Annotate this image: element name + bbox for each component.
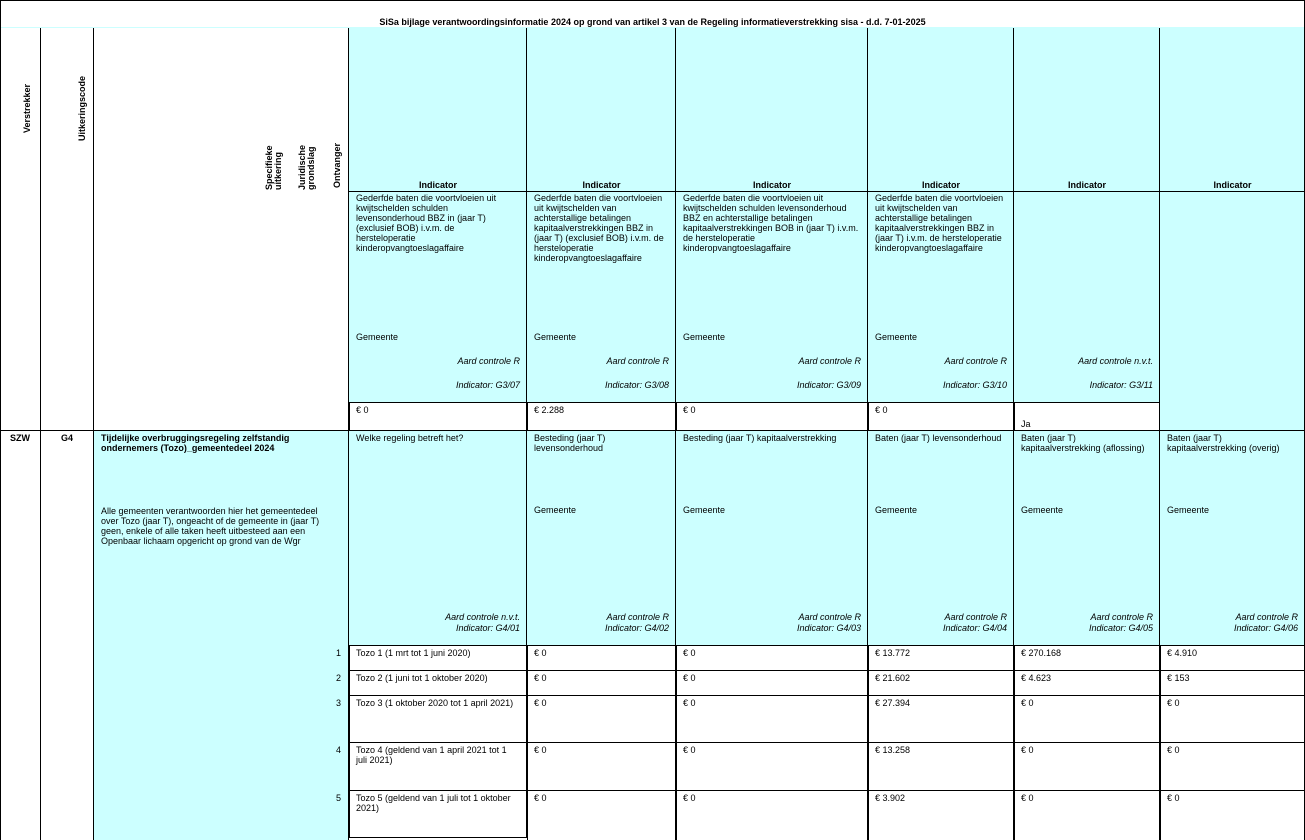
header-uitkeringscode: Uitkeringscode [77, 76, 87, 142]
g4-cell[interactable]: € 4.623 [1014, 670, 1160, 696]
g4-row-number: 3 [336, 698, 342, 708]
g4-cell[interactable]: € 0 [1160, 790, 1305, 840]
g4-row-number: 1 [336, 648, 342, 658]
header-indicator-6: Indicator [1213, 180, 1252, 190]
g4-cell[interactable]: € 27.394 [868, 695, 1014, 744]
g4-cell[interactable]: € 3.902 [868, 790, 1014, 840]
g4-indicator-g4-01: Welke regeling betreft het? Aard controle n.v.t. Indicator: G4/01 [349, 431, 527, 646]
header-indicator-1: Indicator [418, 180, 457, 190]
g3-indicator-g3-07: Gederfde baten die voortvloeien uit kwijtschelden schulden levensonderhoud BBZ in (jaar T) (exclusief BOB) i.v.m. de hersteloperatie kinderopvangtoeslagaffaire Gemeente Aard controle R Indicator: G3/07 [349, 192, 527, 403]
g4-cell[interactable]: € 0 [527, 645, 676, 671]
g4-row-regeling[interactable]: Tozo 3 (1 oktober 2020 tot 1 april 2021) [349, 695, 527, 744]
g4-cell[interactable]: € 270.168 [1014, 645, 1160, 671]
g4-indicator-g4-05: Baten (jaar T) kapitaalverstrekking (aflossing) Gemeente Aard controle R Indicator: G4/05 [1014, 431, 1160, 646]
header-verstrekker-col [0, 28, 41, 192]
header-indicator-2: Indicator [582, 180, 621, 190]
g4-row-number: 4 [336, 745, 342, 755]
g4-cell[interactable]: € 153 [1160, 670, 1305, 696]
header-indicator-3: Indicator [752, 180, 791, 190]
g3-indicator-g3-09: Gederfde baten die voortvloeien uit kwijtschelden schulden levensonderhoud BBZ en achterstallige betalingen kapitaalverstrekkingen BOB in (jaar T) i.v.m. de hersteloperatie kinderopvangtoeslagaffaire Gemeente Aard controle R Indicator: G3/09 [676, 192, 868, 403]
g4-indicator-g4-06: Baten (jaar T) kapitaalverstrekking (overig) Gemeente Aard controle R Indicator: G4/06 [1160, 431, 1305, 646]
g3-indicator-g3-08: Gederfde baten die voortvloeien uit kwijtschelden van achterstallige betalingen kapitaalverstrekkingen BBZ in (jaar T) (exclusief BOB) i.v.m. de hersteloperatie kinderopvangtoeslagaffaire Gemeente Aard controle R Indicator: G3/08 [527, 192, 676, 403]
g4-cell[interactable]: € 13.258 [868, 742, 1014, 791]
g3-value-g3-07[interactable]: € 0 [349, 402, 527, 431]
g4-cell[interactable]: € 0 [676, 670, 868, 696]
document-title: SiSa bijlage verantwoordingsinformatie 2024 op grond van artikel 3 van de Regeling informatieverstrekking sisa - d.d. 7-01-2025 [0, 0, 1305, 28]
g3-value-g3-08[interactable]: € 2.288 [527, 402, 676, 431]
header-verstrekker: Verstrekker [22, 84, 32, 134]
g4-cell[interactable]: € 0 [1160, 695, 1305, 744]
g4-row-number: 5 [336, 793, 342, 803]
header-indicator-4: Indicator [921, 180, 960, 190]
g4-cell[interactable]: € 0 [676, 645, 868, 671]
g3-indicator-g3-10: Gederfde baten die voortvloeien uit kwijtschelden van achterstallige betalingen kapitaalverstrekkingen BBZ in (jaar T) i.v.m. de hersteloperatie kinderopvangtoeslagaffaire Gemeente Aard controle R Indicator: G3/10 [868, 192, 1014, 403]
g3-indicator-g3-11: Aard controle n.v.t. Indicator: G3/11 [1014, 192, 1160, 403]
g4-cell[interactable]: € 0 [1014, 695, 1160, 744]
header-indicator-5: Indicator [1067, 180, 1106, 190]
g4-cell[interactable]: € 0 [676, 742, 868, 791]
header-ontvanger: Ontvanger [332, 143, 342, 189]
g4-cell[interactable]: € 21.602 [868, 670, 1014, 696]
g4-cell[interactable]: € 0 [676, 790, 868, 840]
g4-cell[interactable]: € 0 [527, 670, 676, 696]
g4-cell[interactable]: € 13.772 [868, 645, 1014, 671]
g4-cell[interactable]: € 0 [1160, 742, 1305, 791]
g4-indicator-g4-04: Baten (jaar T) levensonderhoud Gemeente Aard controle R Indicator: G4/04 [868, 431, 1014, 646]
g4-row-regeling[interactable]: Tozo 1 (1 mrt tot 1 juni 2020) [349, 645, 527, 671]
g4-cell[interactable]: € 0 [1014, 790, 1160, 840]
g4-row-number: 2 [336, 673, 342, 683]
g4-row-regeling[interactable]: Tozo 5 (geldend van 1 juli tot 1 oktober 2021) [349, 790, 527, 838]
header-juridische-grondslag: Juridische grondslag [297, 144, 316, 190]
g3-value-g3-09[interactable]: € 0 [676, 402, 868, 431]
g4-uitkeringscode: G4 [61, 433, 74, 443]
g4-row-regeling[interactable]: Tozo 4 (geldend van 1 april 2021 tot 1 juli 2021) [349, 742, 527, 791]
header-specifieke-uitkering: Specifieke uitkering [264, 145, 283, 190]
g4-verstrekker: SZW [10, 433, 30, 443]
g4-indicator-g4-03: Besteding (jaar T) kapitaalverstrekking Gemeente Aard controle R Indicator: G4/03 [676, 431, 868, 646]
g4-row-regeling[interactable]: Tozo 2 (1 juni tot 1 oktober 2020) [349, 670, 527, 696]
g4-indicator-g4-02: Besteding (jaar T) levensonderhoud Gemeente Aard controle R Indicator: G4/02 [527, 431, 676, 646]
g4-cell[interactable]: € 0 [527, 695, 676, 744]
g4-description: Alle gemeenten verantwoorden hier het gemeentedeel over Tozo (jaar T), ongeacht of de gemeente in (jaar T) geen, enkele of alle taken heeft uitbesteed aan een Openbaar lichaam opgericht op grond van de Wgr [101, 506, 320, 546]
g4-cell[interactable]: € 4.910 [1160, 645, 1305, 671]
g4-cell[interactable]: € 0 [527, 742, 676, 791]
g4-title: Tijdelijke overbruggingsregeling zelfstandig ondernemers (Tozo)_gemeentedeel 2024 [101, 433, 290, 453]
g4-cell[interactable]: € 0 [527, 790, 676, 840]
g3-value-g3-10[interactable]: € 0 [868, 402, 1014, 431]
g4-cell[interactable]: € 0 [1014, 742, 1160, 791]
g4-cell[interactable]: € 0 [676, 695, 868, 744]
g3-value-g3-11[interactable]: Ja [1014, 402, 1160, 431]
